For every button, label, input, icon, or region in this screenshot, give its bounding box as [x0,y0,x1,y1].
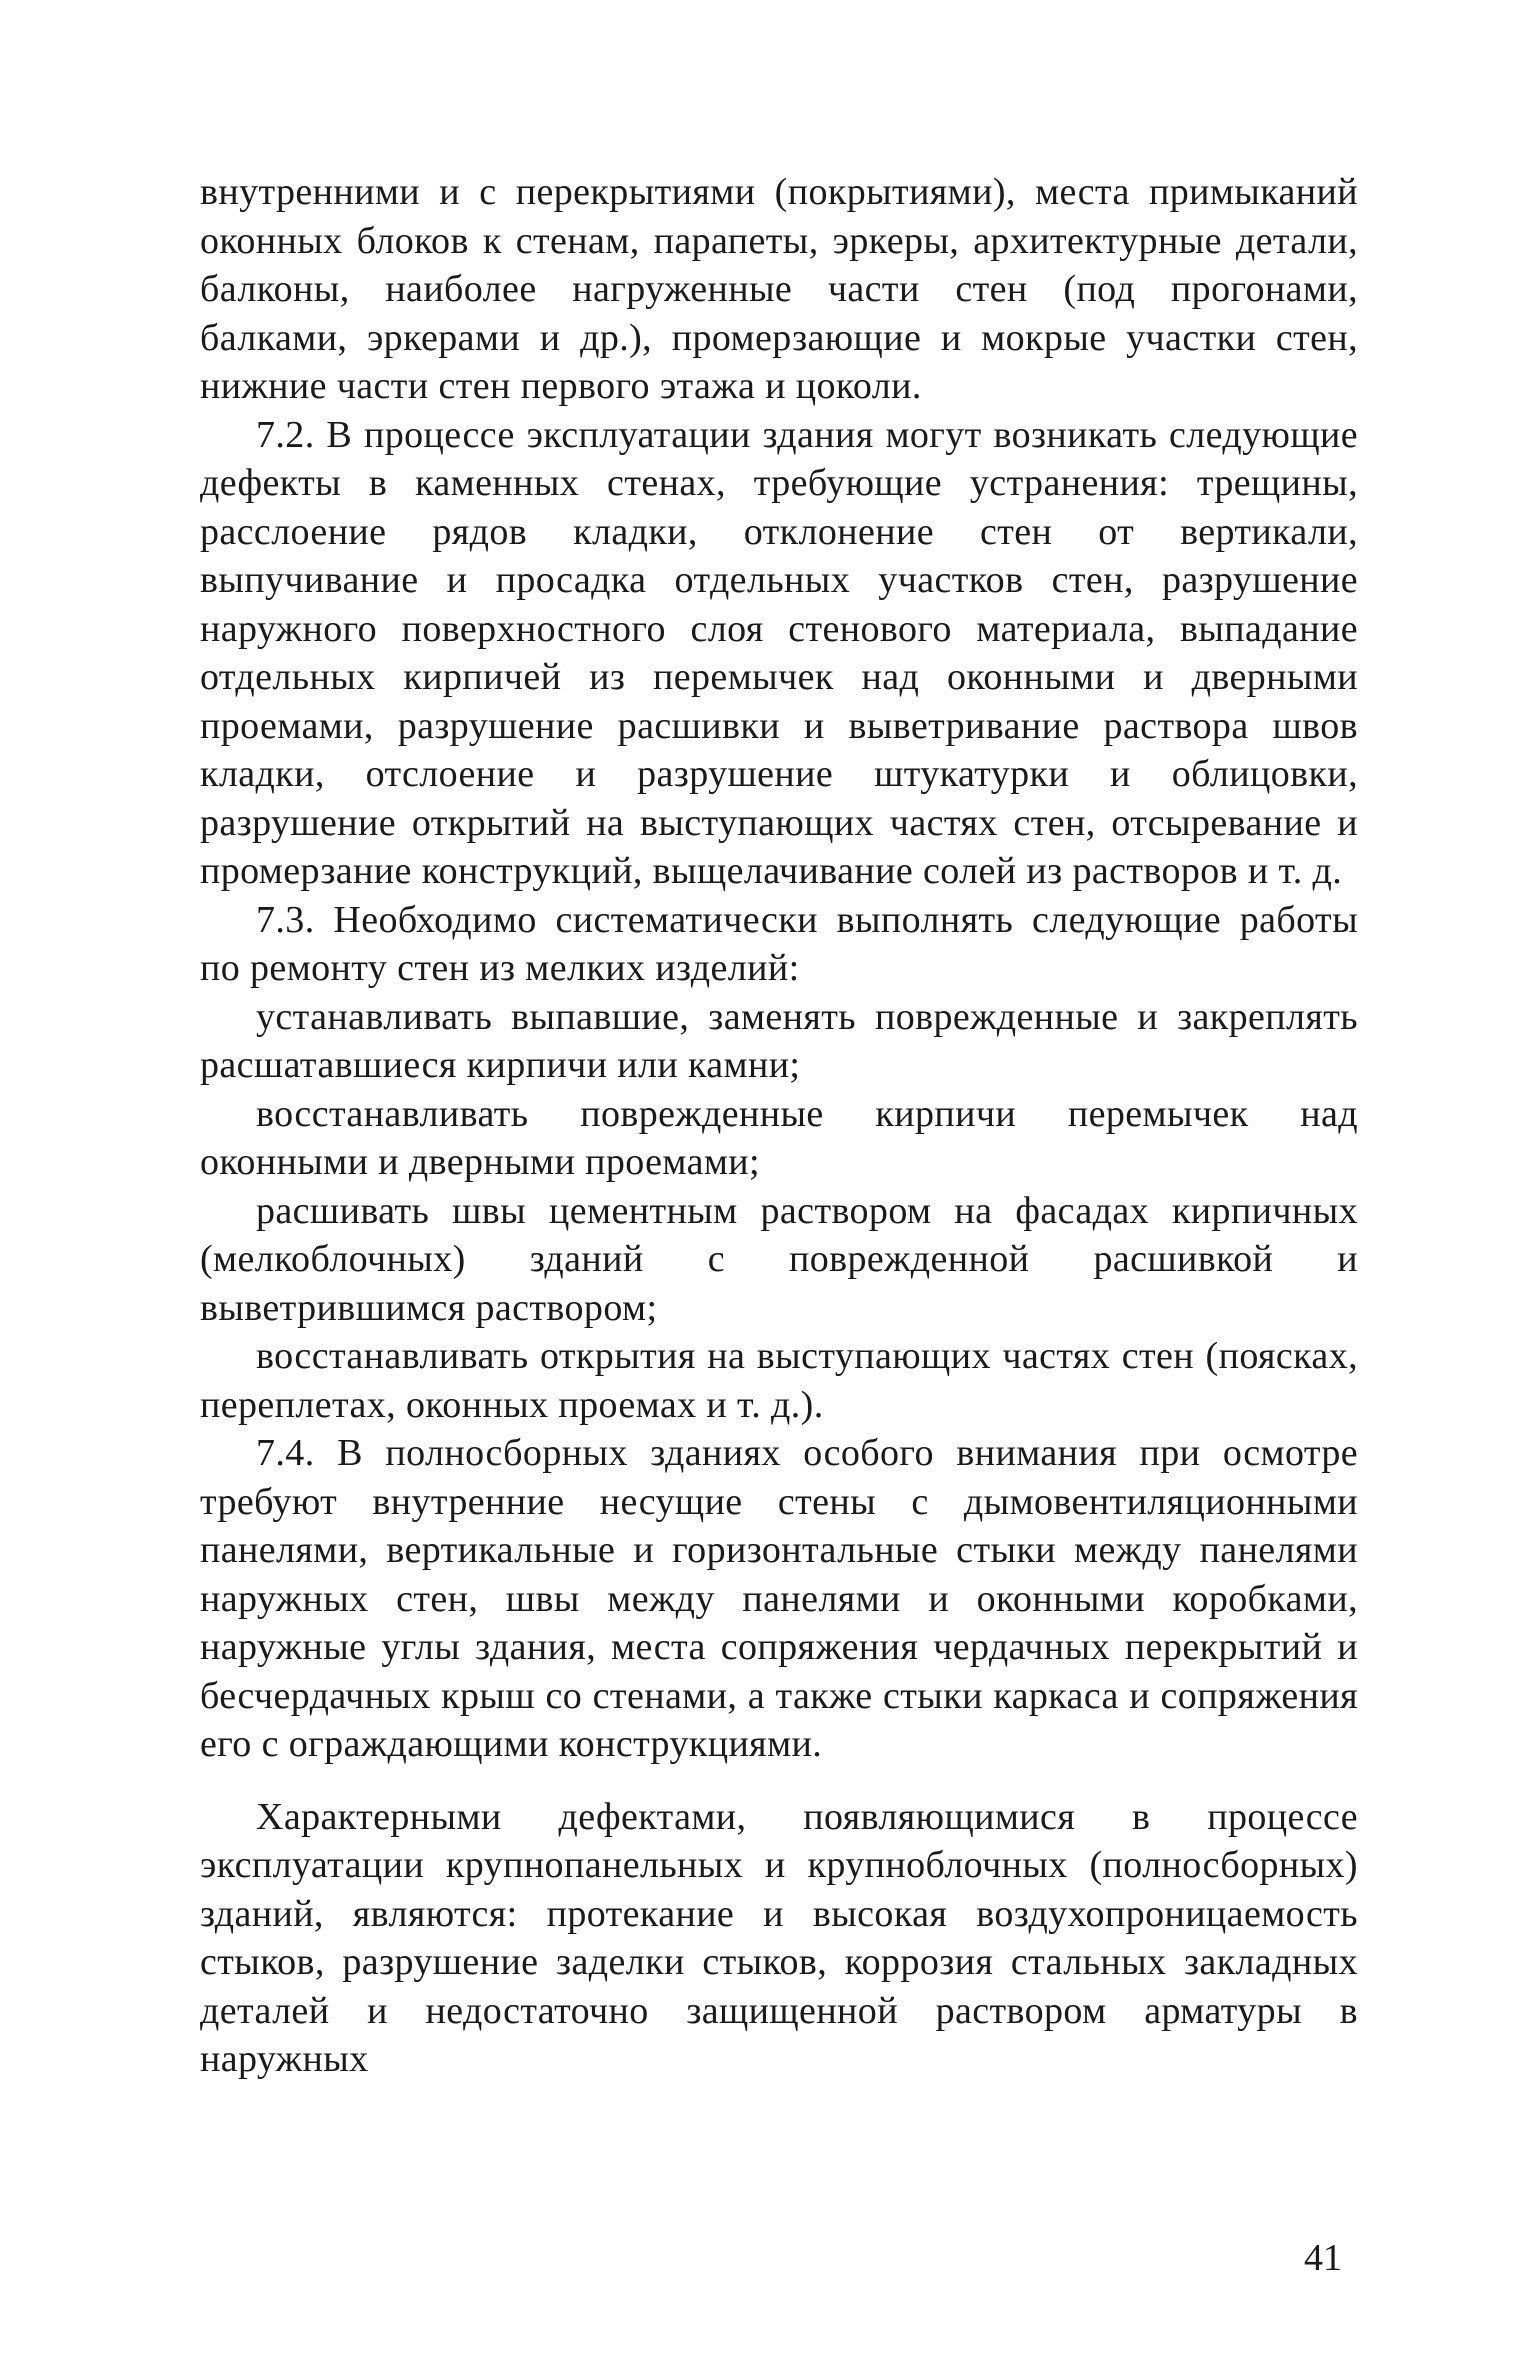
list-item-restore-coverings: восстанавливать открытия на выступающих частях стен (поясках, переплетах, оконных проемах и т. д.). [200,1335,1358,1426]
paragraph-7-4: 7.4. В полносборных зданиях особого внимания при осмотре требуют внутренние несущие стены с дымовентиляционными панелями, вертикальные и горизонтальные стыки между панелями наружных стен, швы между панелями и оконными коробками, наружные углы здания, места сопряжения чердачных перекрытий и бесчердачных крыш со стенами, а также стыки каркаса и сопряжения его с ограждающими конструкциями. [200,1432,1358,1765]
list-item-restore-lintels: восстанавливать поврежденные кирпичи перемычек над оконными и дверными проемами; [200,1092,1358,1183]
list-item-replace-bricks: устанавливать выпавшие, заменять поврежденные и закреплять расшатавшиеся кирпичи или камни; [200,995,1358,1086]
page-number: 41 [1304,2237,1342,2279]
paragraph-7-3: 7.3. Необходимо систематически выполнять следующие работы по ремонту стен из мелких изделий: [200,898,1358,989]
paragraph-continuation: внутренними и с перекрытиями (покрытиями), места примыканий оконных блоков к стенам, парапеты, эркеры, архитектурные детали, балконы, наиболее нагруженные части стен (под прогонами, балками, эркерами и др.), промерзающие и мокрые участки стен, нижние части стен первого этажа и цоколи. [200,171,1358,407]
paragraph-7-2: 7.2. В процессе эксплуатации здания могут возникать следующие дефекты в каменных стенах, требующие устранения: трещины, расслоение рядов кладки, отклонение стен от вертикали, выпучивание и просадка отдельных участков стен, разрушение наружного поверхностного слоя стенового материала, выпадание отдельных кирпичей из перемычек над оконными и дверными проемами, разрушение расшивки и выветривание раствора швов кладки, отслоение и разрушение штукатурки и облицовки, разрушение открытий на выступающих частях стен, отсыревание и промерзание конструкций, выщелачивание солей из растворов и т. д. [200,413,1358,892]
paragraph-defects: Характерными дефектами, появляющимися в процессе эксплуатации крупнопанельных и крупноблочных (полносборных) зданий, являются: протекание и высокая воздухопроницаемость стыков, разрушение заделки стыков, коррозия стальных закладных деталей и недостаточно защищенной раствором арматуры в наружных [200,1795,1358,2080]
list-item-point-joints: расшивать швы цементным раствором на фасадах кирпичных (мелкоблочных) зданий с поврежденной расшивкой и выветрившимся раствором; [200,1189,1358,1329]
page-body [200,168,1358,2084]
